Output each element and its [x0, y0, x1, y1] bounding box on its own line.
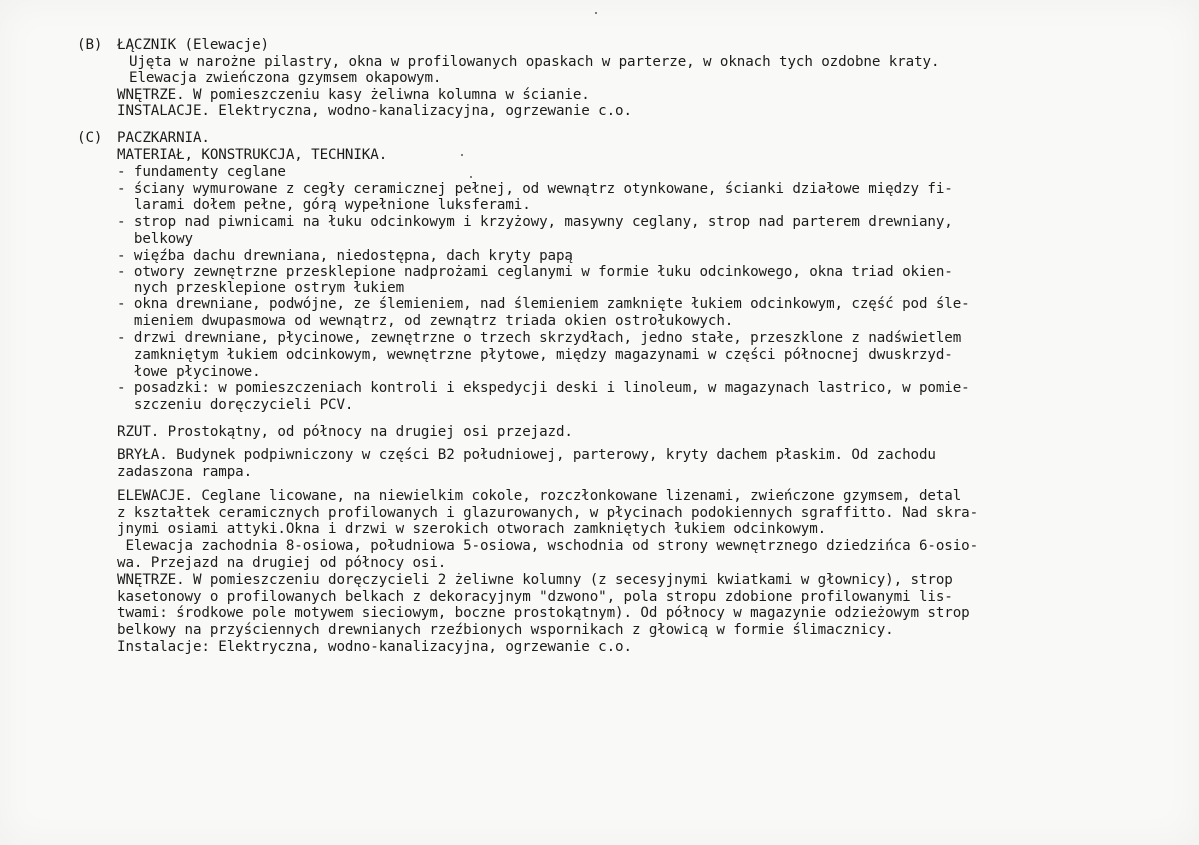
bullet-line: szczeniu doręczycieli PCV.: [117, 397, 354, 413]
elewacje-line: wa. Przejazd na drugiej od północy osi.: [117, 555, 447, 571]
ink-speck: [470, 176, 472, 178]
bullet-line: mieniem dwupasmowa od wewnątrz, od zewnątrz triada okien ostrołukowych.: [117, 313, 734, 329]
bullet-line: - fundamenty ceglane: [117, 164, 286, 180]
bullet-line: larami dołem pełne, górą wypełnione luksferami.: [117, 197, 531, 213]
bullet-line: łowe płycinowe.: [117, 364, 261, 380]
elewacje-line: z kształtek ceramicznych profilowanych i glazurowanych, w płycinach podokiennych sgraffitto. Nad skra-: [117, 505, 979, 521]
section-b-installations: INSTALACJE. Elektryczna, wodno-kanalizacyjna, ogrzewanie c.o.: [117, 103, 632, 119]
bullet-line: nych przesklepione ostrym łukiem: [117, 280, 405, 296]
elewacje-line: ELEWACJE. Ceglane licowane, na niewielkim cokole, rozczłonkowane lizenami, zwieńczone gzymsem, detal: [117, 488, 962, 504]
bullet-line: - posadzki: w pomieszczeniach kontroli i ekspedycji deski i linoleum, w magazynach lastrico, w pomie-: [117, 380, 970, 396]
bullet-line: - więźba dachu drewniana, niedostępna, dach kryty papą: [117, 248, 573, 264]
wnetrze-line: twami: środkowe pole motywem sieciowym, boczne prostokątnym). Od północy w magazynie odzieżowym strop: [117, 605, 970, 621]
section-c-subtitle: MATERIAŁ, KONSTRUKCJA, TECHNIKA.: [117, 147, 388, 163]
section-b-title: ŁĄCZNIK (Elewacje): [117, 37, 269, 53]
bullet-line: belkowy: [117, 231, 193, 247]
bullet-line: - otwory zewnętrzne przesklepione nadprożami ceglanymi w formie łuku odcinkowego, okna triad okien-: [117, 264, 953, 280]
installations-line: Instalacje: Elektryczna, wodno-kanalizacyjna, ogrzewanie c.o.: [117, 639, 632, 655]
bullet-line: zamkniętym łukiem odcinkowym, wewnętrzne płytowe, między magazynami w części północnej dwuskrzyd-: [117, 347, 953, 363]
wnetrze-line: belkowy na przyściennych drewnianych rzeźbionych wspornikach z głowicą w formie ślimacznicy.: [117, 622, 894, 638]
section-c-title: PACZKARNIA.: [117, 130, 210, 146]
bullet-line: - strop nad piwnicami na łuku odcinkowym i krzyżowy, masywny ceglany, strop nad parterem drewniany,: [117, 214, 953, 230]
elewacje-line: Elewacja zachodnia 8-osiowa, południowa 5-osiowa, wschodnia od strony wewnętrznego dziedzińca 6-osio-: [117, 538, 979, 554]
section-b-label: (B): [77, 37, 103, 53]
wnetrze-line: kasetonowy o profilowanych belkach z dekoracyjnym "dzwono", pola stropu zdobione profilowanymi lis-: [117, 589, 953, 605]
section-b-line: Ujęta w narożne pilastry, okna w profilowanych opaskach w parterze, w oknach tych ozdobne kraty.: [129, 54, 940, 70]
bullet-line: - ściany wymurowane z cegły ceramicznej pełnej, od wewnątrz otynkowane, ścianki działowe między fi-: [117, 181, 953, 197]
rzut-paragraph: RZUT. Prostokątny, od północy na drugiej osi przejazd.: [117, 424, 573, 440]
ink-speck: [461, 154, 463, 156]
section-b-line: Elewacja zwieńczona gzymsem okapowym.: [129, 70, 442, 86]
bullet-line: - okna drewniane, podwójne, ze ślemieniem, nad ślemieniem zamknięte łukiem odcinkowym, część pod śle-: [117, 296, 970, 312]
bryla-line: zadaszona rampa.: [117, 464, 253, 480]
bryla-line: BRYŁA. Budynek podpiwniczony w części B2 południowej, parterowy, kryty dachem płaskim. Od zachodu: [117, 447, 936, 463]
section-b-interior: WNĘTRZE. W pomieszczeniu kasy żeliwna kolumna w ścianie.: [117, 87, 590, 103]
wnetrze-line: WNĘTRZE. W pomieszczeniu doręczycieli 2 żeliwne kolumny (z secesyjnymi kwiatkami w głownicy), strop: [117, 572, 953, 588]
ink-speck: [595, 12, 597, 14]
bullet-line: - drzwi drewniane, płycinowe, zewnętrzne o trzech skrzydłach, jedno stałe, przeszklone z nadświetlem: [117, 330, 962, 346]
section-c-label: (C): [77, 130, 103, 146]
elewacje-line: jnymi osiami attyki.Okna i drzwi w szerokich otworach zamkniętych łukiem odcinkowym.: [117, 521, 827, 537]
